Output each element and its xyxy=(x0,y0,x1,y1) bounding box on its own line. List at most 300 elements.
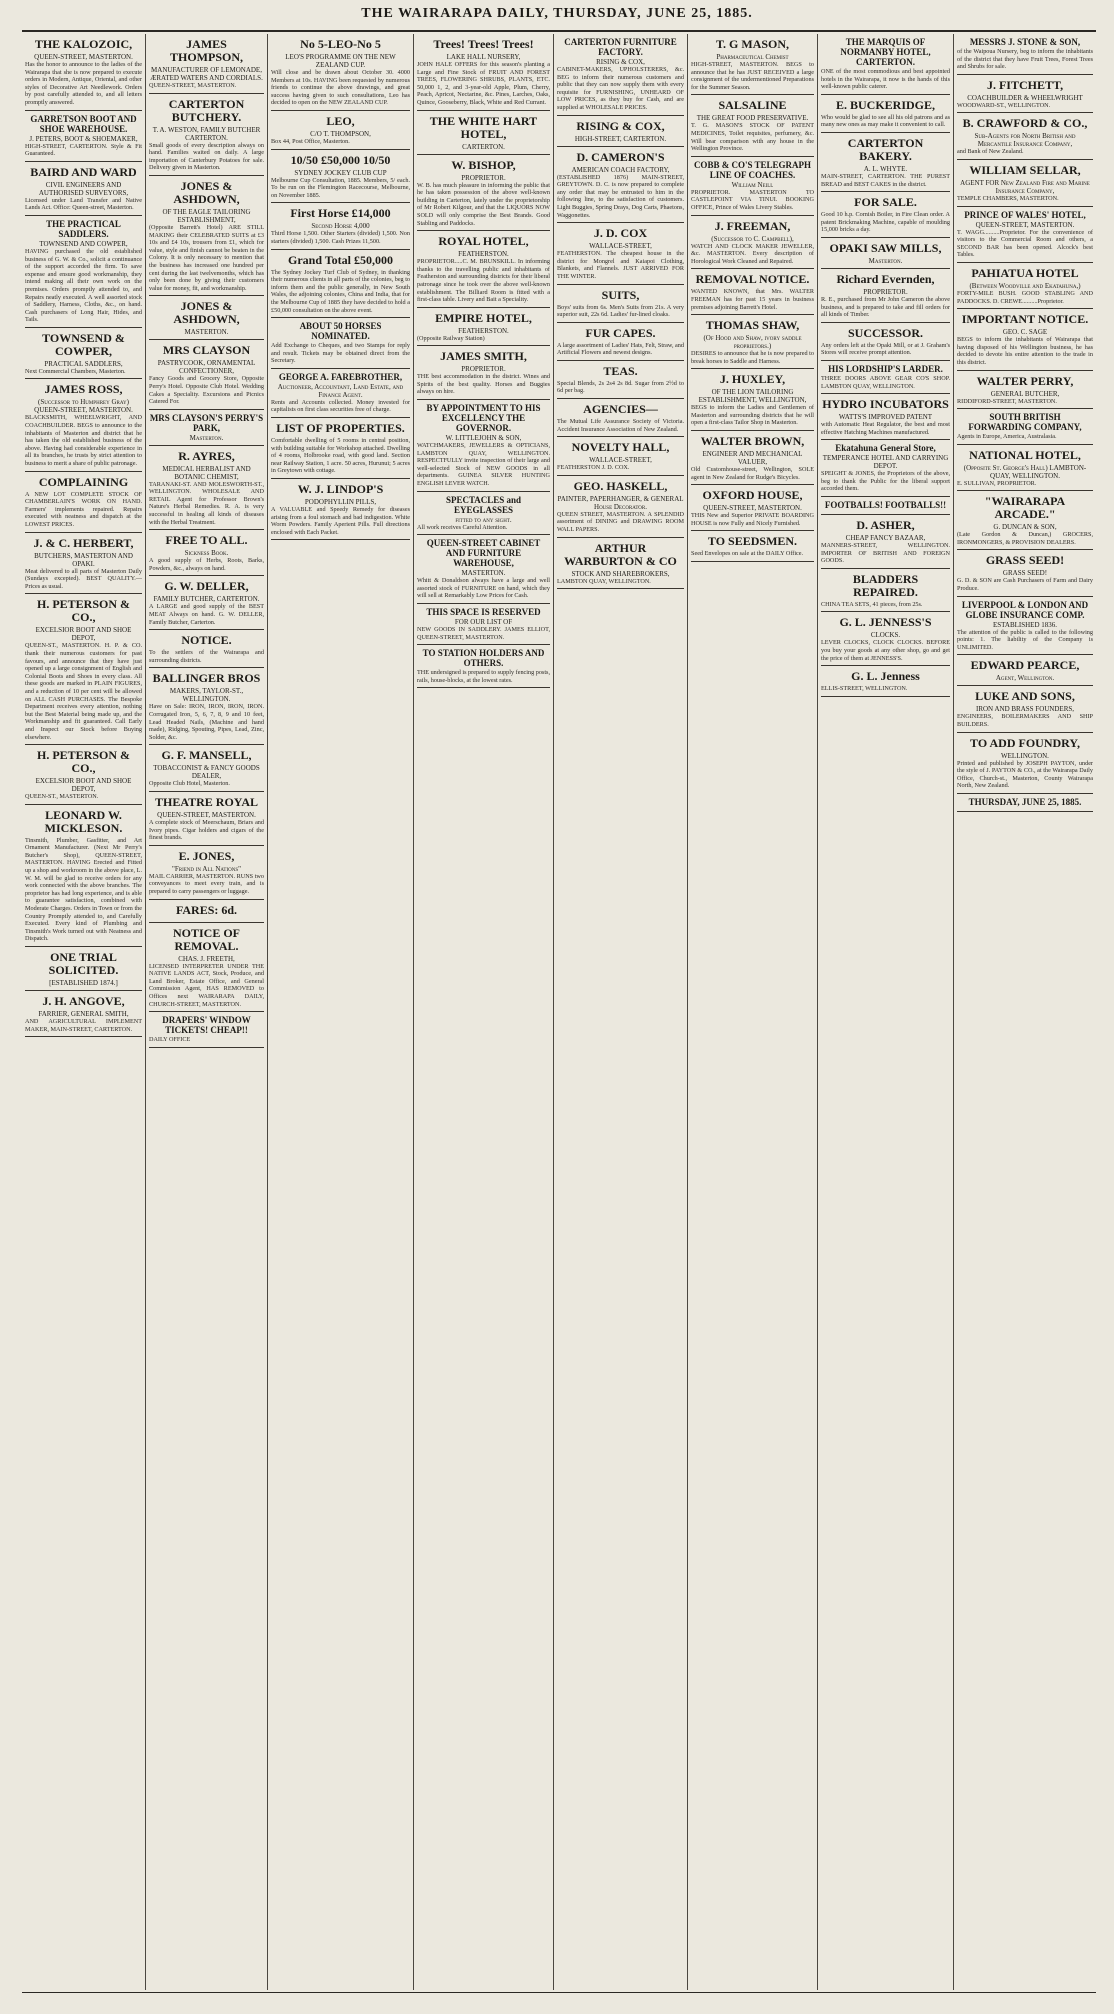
advertisement xyxy=(957,207,1093,263)
ad-body: Add Exchange to Cheques, and two Stamps for reply and result. Tickets may be obtained direct from the Secretary. xyxy=(271,342,410,365)
ad-title: PRINCE OF WALES' HOTEL, xyxy=(964,209,1086,220)
ad-body: Will close and be drawn about October 30. 4000 Members at 10s. HAVING been requested by numerous friends to continue the above drawings, and great success having given to such consultations, Leo has decided to open on the NEW ZEALAND CUP. xyxy=(271,69,410,107)
advertisement xyxy=(149,576,264,630)
ad-title: JONES & ASHDOWN, xyxy=(173,178,240,206)
ad-title: BAIRD AND WARD xyxy=(30,164,137,179)
ad-title: SUCCESSOR. xyxy=(847,325,924,340)
ad-title: GEORGE A. FAREBROTHER, xyxy=(278,371,403,382)
advertisement xyxy=(149,1012,264,1048)
advertisement xyxy=(691,485,814,531)
ad-subtitle: PROPRIETOR. xyxy=(461,365,506,374)
ad-subtitle: OF THE LION TAILORING ESTABLISHMENT, WELLINGTON, xyxy=(698,388,807,405)
ad-title: GEO. HASKELL, xyxy=(573,478,668,493)
ad-title: NOVELTY HALL, xyxy=(571,440,670,455)
advertisement xyxy=(25,328,142,380)
ad-title: JAMES SMITH, xyxy=(440,349,527,364)
ad-title: SUITS, xyxy=(601,287,640,302)
ad-title: "WAIRARAPA ARCADE." xyxy=(984,494,1066,522)
advertisement xyxy=(557,323,684,361)
advertisement xyxy=(957,597,1093,656)
ad-subtitle: FAMILY BUTCHER, CARTERTON. xyxy=(153,595,260,604)
advertisement xyxy=(957,263,1093,309)
ad-subtitle: STOCK AND SHAREBROKERS, xyxy=(571,569,670,578)
ad-title: J. HUXLEY, xyxy=(719,372,786,387)
advertisement xyxy=(821,133,950,192)
ad-subtitle: MASTERTON. xyxy=(184,328,229,337)
ad-body: Old Customhouse-street, Wellington, SOLE agent in New Zealand for Rudge's Bicycles. xyxy=(691,466,814,481)
ad-title: THE KALOZOIC, xyxy=(34,37,133,51)
ad-title: TOWNSEND & COWPER, xyxy=(42,330,125,358)
ad-body: Boys' suits from 6s. Men's Suits from 21s. A very superior suit, 22s 6d. Ladies' fur-lined cloaks. xyxy=(557,303,684,319)
ad-title: J. H. ANGOVE, xyxy=(42,994,125,1008)
ad-subtitle: CLOCKS. xyxy=(870,631,901,640)
ad-title: H. PETERSON & CO., xyxy=(36,597,130,625)
ad-body: TEMPLE CHAMBERS, MASTERTON. xyxy=(957,194,1059,202)
advertisement xyxy=(25,111,142,162)
ad-title: CARTERTON BUTCHERY. xyxy=(168,96,245,124)
ad-title: FOOTBALLS! FOOTBALLS!! xyxy=(824,500,947,511)
ad-title: PAHIATUA HOTEL xyxy=(971,265,1079,280)
advertisement xyxy=(821,497,950,515)
advertisement xyxy=(557,538,684,590)
advertisement xyxy=(557,223,684,284)
advertisement xyxy=(957,733,1093,794)
ad-subtitle: GRASS SEED! xyxy=(1002,569,1048,578)
advertisement xyxy=(25,162,142,216)
ad-subtitle: CHAS. J. FREETH, xyxy=(178,954,235,963)
advertisement xyxy=(271,34,410,111)
advertisement xyxy=(691,369,814,431)
advertisement xyxy=(417,645,550,688)
ad-body: Next Commercial Chambers, Masterton. xyxy=(25,367,126,375)
advertisement xyxy=(25,34,142,111)
ad-subtitle: WELLINGTON. xyxy=(1001,751,1049,760)
ad-body: W. B. has much pleasure in informing the public that he has taken possession of the above well-known building in Carterton, lately under the proprietorship of Mr Robert Kilgour, and that the LIQUORS NOW SOLD will only comprise the Best Brands. Good Stabling and Paddocks. xyxy=(417,181,550,227)
ad-subtitle: PROPRIETOR. xyxy=(863,287,908,296)
advertisement xyxy=(149,94,264,176)
ad-title: GRASS SEED! xyxy=(985,553,1065,568)
ad-body: Comfortable dwelling of 5 rooms in central position, with building suitable for Workshop attached. Dwelling of 4 rooms, Holbrooke road, with good land. Section near Railway Station, 1 acre. 50 acres, Hurunui; 5 acres in Greytown with cottage. xyxy=(271,437,410,475)
ad-title: No 5-LEO-No 5 xyxy=(300,37,381,51)
advertisement xyxy=(149,630,264,668)
advertisement xyxy=(821,569,950,613)
ad-body: Seed Envelopes on sale at the DAILY Office. xyxy=(691,550,804,558)
ad-body: T. G. MASON'S STOCK OF PATENT MEDICINES, Toilet requisites, perfumery, &c. Will bear comparison with any house in the Wellington Province. xyxy=(691,122,814,153)
ad-title: BY APPOINTMENT TO HIS EXCELLENCY THE GOVERNOR. xyxy=(426,403,541,434)
advertisement xyxy=(149,900,264,923)
ad-subtitle: COACHBUILDER & WHEELWRIGHT xyxy=(967,93,1083,102)
ad-title: WALTER BROWN, xyxy=(700,434,805,449)
ad-body: Agents in Europe, America, Australasia. xyxy=(957,433,1057,441)
advertisement xyxy=(557,476,684,538)
ad-title: JONES & ASHDOWN, xyxy=(173,299,240,327)
ad-subtitle: LAKE HALL NURSERY, xyxy=(446,53,521,61)
ad-subtitle: Auctioneer, Accountant, Land Estate, and Finance Agent. xyxy=(277,382,404,399)
advertisement xyxy=(149,340,264,409)
ad-subtitle: Sickness Book. xyxy=(184,549,229,558)
ad-body: QUEEN STREET, MASTERTON. A SPLENDID assortment of DINING and DRAWING ROOM WALL PAPERS. xyxy=(557,510,684,534)
ad-title: SALSALINE xyxy=(718,98,787,113)
ad-body: Third Horse 1,500. Other Starters (divided) 1,500. Non starters (divided) 1,500. Cash Prizes 11,500. xyxy=(271,230,410,245)
ad-subtitle: "Friend in All Nations" xyxy=(171,864,242,873)
advertisement xyxy=(557,399,684,437)
advertisement xyxy=(25,745,142,805)
ad-title: J. FITCHETT, xyxy=(986,77,1064,92)
ad-title: SOUTH BRITISH FORWARDING COMPANY, xyxy=(968,412,1082,433)
advertisement xyxy=(957,34,1093,75)
ad-title: LUKE AND SONS, xyxy=(975,689,1075,704)
ad-subtitle: (Of Hood and Shaw, ivory saddle proprietors.) xyxy=(703,334,802,351)
ad-body: DESIRES to announce that he is now prepared to break horses to Saddle and Harness. xyxy=(691,350,814,365)
advertisement xyxy=(957,113,1093,160)
ad-body: DAILY OFFICE xyxy=(149,1036,191,1044)
ad-title: First Horse £14,000 xyxy=(290,206,391,221)
ad-body: Printed and published by JOSEPH PAYTON, under the style of J. PAYTON & CO., at the Wairarapa Daily Office, Church-st., Masterton, County Wairarapa North, New Zealand. xyxy=(957,759,1093,790)
advertisement xyxy=(821,238,950,269)
ad-title: THE WHITE HART HOTEL, xyxy=(429,113,538,141)
ad-body: ELLIS-STREET, WELLINGTON. xyxy=(821,685,908,693)
ad-body: LAMBTON QUAY, WELLINGTON. xyxy=(557,577,651,585)
ad-subtitle: Sub-Agents for North British and Mercantile Insurance Company, xyxy=(974,132,1076,149)
advertisement xyxy=(271,318,410,369)
column-2 xyxy=(146,34,268,1990)
ad-title: BLADDERS REPAIRED. xyxy=(852,571,919,599)
ad-body: A complete stock of Meerschaum, Briars and Ivory pipes. Cigar holders and cigars of the finest brands. xyxy=(149,818,264,842)
advertisement xyxy=(557,285,684,323)
bottom-rule xyxy=(22,1992,1096,1993)
advertisement xyxy=(557,147,684,224)
advertisement xyxy=(821,192,950,238)
ad-body: WATCHMAKERS, JEWELLERS & OPTICIANS, LAMBTON QUAY, WELLINGTON. RESPECTFULLY invite inspection of their large and well-selected Stock of NEW GOODS in all departments. GUINEA SILVER HUNTING ENGLISH LEVER WATCH. xyxy=(417,442,550,488)
ad-title: E. BUCKERIDGE, xyxy=(835,97,936,112)
ad-subtitle: GEO. C. SAGE xyxy=(1002,328,1048,337)
ad-title: COMPLAINING xyxy=(38,474,129,489)
ad-title: LEONARD W. MICKLESON. xyxy=(44,807,123,835)
ad-title: THIS SPACE IS RESERVED xyxy=(426,607,541,617)
ad-title: TEAS. xyxy=(603,363,638,378)
ad-body: Small goods of every description always on hand. Families waited on daily. A large importation of Canterbury Potatoes for sale. Delivery given in Masterton. xyxy=(149,141,264,172)
advertisement xyxy=(149,668,264,745)
advertisement xyxy=(691,431,814,485)
advertisement xyxy=(821,440,950,497)
ad-title: FOR SALE. xyxy=(854,195,917,210)
ad-body: THE best accommodation in the district. Wines and Spirits of the best quality. Horses and Buggies always on hire. xyxy=(417,373,550,396)
advertisement xyxy=(821,34,950,95)
ad-body: JOHN HALE OFFERS for this season's planting a Large and Fine Stock of FRUIT AND FOREST TREES, FLOWERING SHRUBS, PLANTS, ETC. 50,000 1, 2, and 3-year-old Apple, Plum, Cherry, Peach, Apricot, Nectarine, &c. Pines, Larches, Oaks, Quince, Gooseberry, Black, White and Red Currant. xyxy=(417,61,550,106)
ad-body: PROPRIETOR.....C. M. BRUNSKILL. In informing thanks to the travelling public and inhabitants of Featherston and surrounding districts for their liberal patronage since he took over the above well-known establishment. The Billiard Room is fitted with a first-class table. Livery and Bait a Speciality. xyxy=(417,258,550,304)
ad-title: REMOVAL NOTICE. xyxy=(695,272,810,287)
advertisement xyxy=(149,745,264,792)
top-rule xyxy=(22,30,1096,32)
ad-body: A NEW LOT COMPLETE STOCK OF CHAMBERLAIN'S WORK ON HAND. Farmers' implements repaired. Repairs executed with neatness and dispatch at the LOWEST PRICES. xyxy=(25,490,142,528)
ad-body: THIS New and Superior PRIVATE BOARDING HOUSE is now Fully and Nicely Furnished. xyxy=(691,512,814,527)
advertisement xyxy=(417,492,550,536)
ad-title: OPAKI SAW MILLS, xyxy=(829,240,942,255)
advertisement xyxy=(417,34,550,111)
ad-title: 10/50 £50,000 10/50 xyxy=(290,152,391,167)
ad-subtitle: ESTABLISHED 1836. xyxy=(993,620,1057,629)
ad-subtitle: LEO'S PROGRAMME ON THE NEW ZEALAND CUP. xyxy=(285,53,396,69)
advertisement xyxy=(417,231,550,308)
ad-body: (ESTABLISHED 1876) MAIN-STREET, GREYTOWN. D. C. is now prepared to complete any order that may be entrusted to him in the following line, to the satisfaction of customers. Light Buggies, Spring Drays, Dog Carts, Phaetons, Waggonettes. xyxy=(557,173,684,219)
advertisement xyxy=(957,686,1093,732)
ad-title: GARRETSON BOOT AND SHOE WAREHOUSE. xyxy=(30,113,137,134)
ad-title: IMPORTANT NOTICE. xyxy=(961,312,1089,327)
ad-subtitle: Agent, Wellington. xyxy=(995,674,1055,683)
ad-body: HIGH-STREET, CARTERTON. Style & Fit Guaranteed. xyxy=(25,142,142,158)
advertisement xyxy=(417,535,550,604)
ad-title: W. BISHOP, xyxy=(451,157,516,172)
ad-title: D. CAMERON'S xyxy=(576,149,665,164)
ad-subtitle: (Between Woodville and Ekatahuna,) xyxy=(969,281,1081,290)
advertisement xyxy=(149,530,264,576)
ad-subtitle: WALLACE-STREET, xyxy=(589,242,652,251)
ad-subtitle: TEMPERANCE HOTEL AND CARRYING DEPOT. xyxy=(822,454,949,471)
ad-title: G. L. JENNESS'S xyxy=(839,615,932,630)
ad-subtitle: MASTERTON. xyxy=(461,569,506,578)
advertisement xyxy=(821,515,950,569)
ad-body: The attention of the public is called to the following points: 1. The liability of the Company is UNLIMITED. xyxy=(957,628,1093,651)
advertisement xyxy=(691,269,814,315)
advertisement xyxy=(557,437,684,476)
ad-body: THE undersigned is prepared to supply fencing posts, rails, house-blocks, at the lowest rates. xyxy=(417,669,551,684)
ad-subtitle: QUEEN-STREET, MASTERTON. xyxy=(703,504,802,513)
ad-subtitle: HIGH-STREET, CARTERTON. xyxy=(574,134,667,143)
ad-title: T. G MASON, xyxy=(715,37,790,51)
ad-subtitle: TOWNSEND AND COWPER, xyxy=(39,239,128,248)
ad-body: All work receives Careful Attention. xyxy=(417,523,508,531)
advertisement xyxy=(417,346,550,400)
ad-subtitle: OF THE EAGLE TAILORING ESTABLISHMENT, xyxy=(162,207,251,224)
ad-body: FEATHERSTON. The cheapest house in the district for Mongrel and Kaiapoi Clothing, Blankets, and Flannels. JUST ARRIVED FOR THE WINTER. xyxy=(557,250,684,280)
ad-body: Whitt & Donaldson always have a large and well assorted stock of FURNITURE on hand, which they will sell at Remarkably Low Prices for Cash. xyxy=(417,577,550,600)
advertisement xyxy=(25,991,142,1037)
ad-subtitle: QUEEN-STREET, MASTERTON. xyxy=(34,53,133,61)
ad-body: (Opposite Railway Station) xyxy=(417,334,485,342)
advertisement xyxy=(271,150,410,204)
masthead: THE WAIRARAPA DAILY, THURSDAY, JUNE 25, 1885. xyxy=(361,6,753,21)
ad-title: JAMES THOMPSON, xyxy=(169,37,243,64)
ad-title: TO SEEDSMEN. xyxy=(707,534,798,549)
ad-body: CHINA TEA SETS, 41 pieces, from 25s. xyxy=(821,600,923,608)
ad-body: A VALUABLE and Speedy Remedy for diseases arising from a foul stomach and bad indigestion. White Worm Powders. Family Aperient Pills. Full directions enclosed with Each Packet. xyxy=(271,506,410,536)
ad-title: FARES: 6d. xyxy=(175,902,238,917)
ad-body: (Late Gordon & Duncan,) GROCERS, IRONMONGERS, & PROVISION DEALERS. xyxy=(957,531,1093,546)
ad-body: MAIL CARRIER, MASTERTON. RUNS two conveyances to meet every train, and is prepared to carry passengers or luggage. xyxy=(149,872,264,895)
ad-body: R. E., purchased from Mr John Cameron the above business, and is prepared to take and fill orders for all kinds of Timber. xyxy=(821,295,950,319)
advertisement xyxy=(25,472,142,533)
advertisement xyxy=(271,111,410,150)
advertisement xyxy=(149,792,264,846)
ad-body: A good supply of Herbs, Roots, Barks, Powders, &c., always on hand. xyxy=(149,557,264,572)
ad-title: THE PRACTICAL SADDLERS. xyxy=(46,218,121,239)
ad-title: MRS CLAYSON xyxy=(162,343,251,358)
advertisement xyxy=(271,250,410,319)
ad-body: (Opposite Barrett's Hotel) ARE STILL MAKING their CELEBRATED SUITS at £3 10s and £4 10s, trousers from £1, which for value, style and finish cannot be beaten in the Colony. It is only necessary to mention that the business has increased one hundred per cent during the last twelvemonths, which has only been done by giving their customers value for money, fit, and workmanship. xyxy=(149,223,264,292)
ad-subtitle: THE GREAT FOOD PRESERVATIVE. xyxy=(696,114,809,123)
ad-body: BEGS to inform the inhabitants of Wairarapa that having disposed of his Wellington business, he has decided to devote his entire attention to the trade in this district. xyxy=(957,336,1093,366)
ad-subtitle: MANUFACTURER OF LEMONADE, ÆRATED WATERS AND CORDIALS. xyxy=(150,66,263,82)
ad-body: PROPRIETOR. MASTERTON TO CASTLEPOINT VIA TINUI. BOOKING OFFICE, Prince of Wales Livery Stables. xyxy=(691,188,814,211)
ad-subtitle: QUEEN-STREET, MASTERTON. xyxy=(975,220,1075,229)
ad-title: DRAPERS' WINDOW TICKETS! CHEAP!! xyxy=(162,1015,251,1036)
ad-body: Any orders left at the Opaki Mill, or at J. Graham's Stores will receive prompt attention. xyxy=(821,341,950,357)
ad-body: Box 44, Post Office, Masterton. xyxy=(271,137,350,145)
ad-title: THOMAS SHAW, xyxy=(705,318,800,333)
advertisement xyxy=(149,34,264,94)
advertisement xyxy=(691,34,814,95)
advertisement xyxy=(691,315,814,369)
ad-subtitle: A. L. WHYTE. xyxy=(863,164,908,173)
ad-title: WILLIAM SELLAR, xyxy=(969,162,1081,177)
ad-subtitle: GENERAL BUTCHER, xyxy=(990,389,1060,398)
ad-title: TO STATION HOLDERS AND OTHERS. xyxy=(422,648,545,669)
advertisement xyxy=(149,176,264,296)
column-7 xyxy=(818,34,954,1990)
advertisement xyxy=(557,116,684,147)
ad-body: A LARGE and good supply of the BEST MEAT Always on hand. G. W. DELLER, Family Butcher, Carterton. xyxy=(149,603,264,626)
advertisement xyxy=(957,655,1093,686)
ad-subtitle: C/O T. THOMPSON, xyxy=(310,129,371,138)
advertisement xyxy=(149,410,264,446)
ad-title: NATIONAL HOTEL, xyxy=(969,447,1081,462)
ad-body: LICENSED INTERPRETER UNDER THE NATIVE LANDS ACT, Stock, Produce, and Land Broker, Estate Office, and General Commission Agent, HAS REMOVED to Offices next WAIRARAPA DAILY, CHURCH-STREET, MASTERTON. xyxy=(149,962,264,1008)
ad-title: MRS CLAYSON'S PERRY'S PARK, xyxy=(149,412,264,433)
advertisement xyxy=(417,604,550,645)
ad-subtitle: EXCELSIOR BOOT AND SHOE DEPOT, xyxy=(35,626,132,643)
ad-body: and Bank of New Zealand. xyxy=(957,148,1024,156)
ad-subtitle: [ESTABLISHED 1874.] xyxy=(49,979,118,987)
ad-title: AGENCIES— xyxy=(583,402,658,417)
ad-title: Ekatahuna General Store, xyxy=(835,443,936,454)
ad-title: R. AYRES, xyxy=(178,448,235,463)
ad-subtitle: PROPRIETOR. xyxy=(461,173,506,182)
advertisement xyxy=(25,533,142,595)
ad-body: G. D. & SON are Cash Purchasers of Farm and Dairy Produce. xyxy=(957,577,1093,593)
ad-title: NOTICE. xyxy=(181,633,232,648)
column-1 xyxy=(22,34,146,1990)
ad-subtitle: MEDICAL HERBALIST AND BOTANIC CHEMIST, xyxy=(162,464,251,481)
advertisement xyxy=(957,371,1093,410)
ad-subtitle: CHEAP FANCY BAZAAR, xyxy=(845,534,926,543)
advertisement xyxy=(149,446,264,531)
ad-subtitle: RISING & COX, xyxy=(596,58,645,66)
ad-subtitle: (Opposite St. George's Hall) LAMBTON-QUAY, WELLINGTON. xyxy=(963,463,1087,480)
advertisement xyxy=(25,947,142,991)
ad-title: THEATRE ROYAL xyxy=(154,794,259,809)
ad-subtitle: PAINTER, PAPERHANGER, & GENERAL House Decorator. xyxy=(557,494,684,511)
advertisement xyxy=(691,95,814,156)
ad-body: E. SULLIVAN, PROPRIETOR. xyxy=(957,479,1037,487)
ad-title: JAMES ROSS, xyxy=(44,382,123,397)
ad-title: THURSDAY, JUNE 25, 1885. xyxy=(968,797,1082,807)
ad-title: OXFORD HOUSE, xyxy=(702,488,803,503)
ad-body: Meat delivered to all parts of Masterton Daily (Sundays excepted). BEST QUALITY.—Prices as usual. xyxy=(25,567,142,590)
ad-body: NEW GOODS IN SADDLERY. JAMES ELLIOT, QUEEN-STREET, MASTERTON. xyxy=(417,626,550,641)
ad-subtitle: Pharmaceutical Chemist xyxy=(716,53,789,61)
advertisement xyxy=(25,379,142,471)
ad-title: LEO, xyxy=(326,113,355,128)
ad-title: COBB & CO'S TELEGRAPH LINE OF COACHES. xyxy=(693,159,812,180)
ad-title: MESSRS J. STONE & SON, xyxy=(969,37,1081,47)
ad-title: Trees! Trees! Trees! xyxy=(433,37,534,51)
advertisement xyxy=(25,805,142,947)
column-3 xyxy=(268,34,414,1990)
ad-body: Have on Sale: IRON, IRON, IRON, IRON. Corrugated Iron, 5, 6, 7, 8, 9 and 10 feet, Lead Headed Nails, (Machine and hand made), Ridging, Spouting, Pipes, Lead, Zinc, Solder, &c. xyxy=(149,703,264,741)
advertisement xyxy=(821,269,950,323)
ad-subtitle: Masterton. xyxy=(189,433,224,442)
ad-title: W. J. LINDOP'S xyxy=(297,482,384,497)
ad-body: TARANAKI-ST. AND MOLESWORTH-ST., WELLINGTON. WHOLESALE AND RETAIL Agent for Professor Brown's Nature's Herbal Remedies. R. A. is very successful in healing all kinds of diseases with the Herbal Treatment. xyxy=(149,480,264,526)
advertisement xyxy=(417,400,550,492)
ad-title: D. ASHER, xyxy=(856,518,915,533)
ad-title: CARTERTON FURNITURE FACTORY. xyxy=(564,37,677,57)
advertisement xyxy=(25,594,142,745)
ad-body: Special Blends, 2s 2s4 2s 8d. Sugar from 2½d to 6d per bag. xyxy=(557,379,684,395)
ad-subtitle: WATTS'S IMPROVED PATENT xyxy=(838,413,933,422)
ad-title: Grand Total £50,000 xyxy=(287,252,394,267)
ad-body: LEVER CLOCKS, CLOCK CLOCKS. BEFORE you buy your goods at any other shop, go and get the price of them at JENNESS'S. xyxy=(821,639,950,662)
ad-body: To the settlers of the Wairarapa and surrounding districts. xyxy=(149,649,264,664)
ad-body: FORTY-MILE BUSH. GOOD STABLING AND PADDOCKS. D. CREWE..........Proprietor. xyxy=(957,289,1093,305)
ad-title: HIS LORDSHIP'S LARDER. xyxy=(828,363,943,374)
advertisement xyxy=(149,846,264,900)
ad-body: with Automatic Heat Regulator, the best and most effective Hatching Machines manufactured. xyxy=(821,421,950,436)
column-8 xyxy=(954,34,1096,1990)
ad-subtitle: MAKERS, TAYLOR-ST., WELLINGTON. xyxy=(169,687,244,704)
advertisement xyxy=(821,666,950,697)
ad-title: B. CRAWFORD & CO., xyxy=(962,116,1088,131)
advertisement xyxy=(149,296,264,340)
advertisement xyxy=(271,203,410,249)
ad-subtitle: EXCELSIOR BOOT AND SHOE DEPOT, xyxy=(35,777,132,794)
ad-body: CABINET-MAKERS, UPHOLSTERERS, &c. BEG to inform their numerous customers and public that they can now supply them with every requisite for FURNISHING, UNHEARD OF LOW PRICES, as they buy for Cash, and are supplied at WHOLESALE PRICES. xyxy=(557,66,684,111)
ad-title: FUR CAPES. xyxy=(585,325,656,340)
ad-subtitle: T. A. WESTON, FAMILY BUTCHER CARTERTON. xyxy=(152,125,261,142)
ad-subtitle: PASTRYCOOK, ORNAMENTAL CONFECTIONER, xyxy=(157,359,256,376)
ad-body: Fancy Goods and Grocery Store, Opposite Perry's Hotel. Opposite Club Hotel. Wedding Cakes a Speciality. Excursions and Picnics Catered For. xyxy=(149,375,264,406)
ad-body: BEGS to inform the Ladies and Gentlemen of Masterton and surrounding districts that he will open a first-class Tailor Shop in Masterton. xyxy=(691,404,814,427)
ad-subtitle: PRACTICAL SADDLERS, xyxy=(44,359,123,368)
advertisement xyxy=(417,111,550,155)
ad-title: G. F. MANSELL, xyxy=(161,748,252,763)
ad-body: QUEEN-ST., MASTERTON. H. P. & CO. thank their numerous customers for past favours, and announce that they have just opened up a large consignment of English and Colonial Boots and Shoes in every class. All these goods are marked in PLAIN FIGURES, and a reduction of 10 per cent will be allowed on ALL CASH PURCHASES. The Bespoke Department receives every attention, nothing but the Best Material being made up, and the Workmanship and fit guaranteed. Call Early and Inspect our Stock before Buying elsewhere. xyxy=(25,642,142,741)
ad-title: BALLINGER BROS xyxy=(152,671,261,686)
ad-body: Tinsmith, Plumber, Gasfitter, and Art Ornament Manufacturer. (Next Mr Perry's Butcher's Shop), QUEEN-STREET, MASTERTON. HAVING Erected and Fitted up a shop and workroom in the above place, L. W. M. will be glad to receive orders for any work connected with the above branches. The proprietor has had long experience, and is able to guarantee satisfaction, combined with Moderate Charges. Orders in Town or from the Country Promptly attended to, and Carefully Executed. Every kind of Plumbing and Tinsmith's Work turned out with Neatness and Dispatch. xyxy=(25,836,142,943)
ad-body: FEATHERSTON J. D. COX. xyxy=(557,464,630,472)
ad-body: HAVING purchased the old established business of G. W. & Co., solicit a continuance of the support accorded the firm. To save expense and ensure good workmanship, they intend making all their own work on the premises. Orders promptly attended to, and Repairs neatly executed. A well assorted stock of Saddlery, Harness, Cloths, &c., on hand. Cash purchasers of Long Hair, Hides, and Tails. xyxy=(25,247,142,324)
ad-title: J. & C. HERBERT, xyxy=(33,535,134,550)
ad-subtitle: William Neill xyxy=(731,180,774,189)
ad-body: BLACKSMITH, WHEELWRIGHT, AND COACHBUILDER. BEGS to announce to the inhabitants of Masterton and district that he has taken the old established business of the above. Having had considerable experience in all its branches, he trusts by strict attention to business to merit a share of public patronage. xyxy=(25,414,142,468)
ad-body: of the Waipoua Nursery, beg to inform the inhabitants of the district that they have Fruit Trees, Forest Trees and Shrubs for sale. xyxy=(957,48,1093,71)
advertisement xyxy=(821,95,950,133)
ad-subtitle: FEATHERSTON. xyxy=(458,250,509,259)
ad-title: LIVERPOOL & LONDON AND GLOBE INSURANCE COMP. xyxy=(961,599,1089,620)
ad-subtitle: Masterton. xyxy=(868,256,903,265)
ad-body: Opposite Club Hotel, Masterton. xyxy=(149,780,230,788)
ad-body: ONE of the most commodious and best appointed hotels in the Wairarapa, it now is the hands of this well-known public caterer. xyxy=(821,68,950,91)
ad-body: AND AGRICULTURAL IMPLEMENT MAKER, MAIN-STREET, CARTERTON. xyxy=(25,1018,142,1033)
ad-subtitle: Second Horse 4,000 xyxy=(311,222,370,231)
ad-title: CARTERTON BAKERY. xyxy=(847,135,924,163)
ad-subtitle: CARTERTON. xyxy=(462,142,505,151)
ad-title: NOTICE OF REMOVAL. xyxy=(172,925,240,953)
ad-title: ROYAL HOTEL, xyxy=(438,234,529,249)
ad-subtitle: TOBACCONIST & FANCY GOODS DEALER, xyxy=(153,764,260,781)
ad-body: MANNERS-STREET, WELLINGTON. IMPORTER OF BRITISH AND FOREIGN GOODS. xyxy=(821,542,950,565)
ad-title: FREE TO ALL. xyxy=(165,533,248,548)
